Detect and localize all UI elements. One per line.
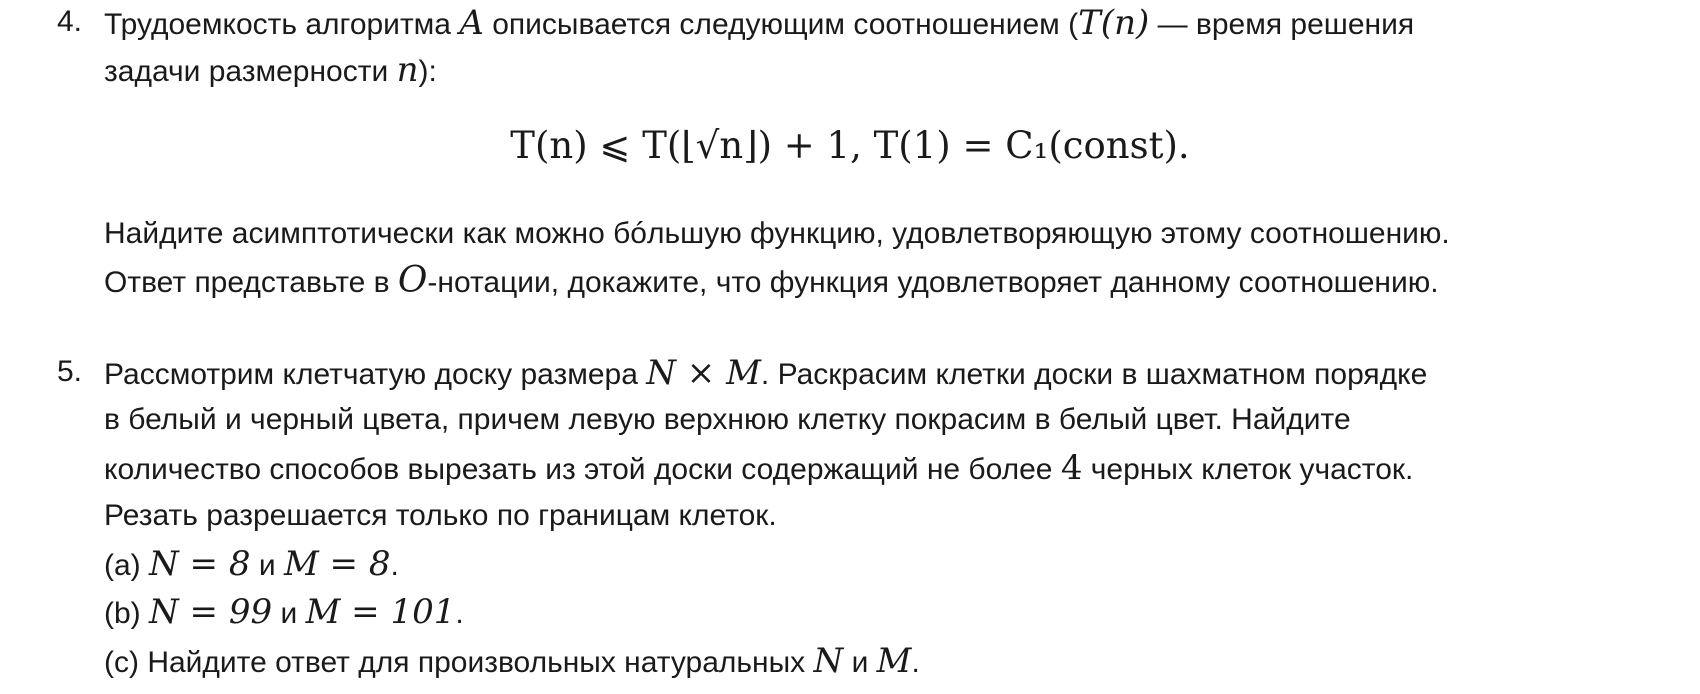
problem-5-line-3: количество способов вырезать из этой доски содержащий не более 4 черных клеток участок. — [104, 448, 1414, 488]
variable-n: n — [396, 50, 419, 90]
problem-4-line-3: Найдите асимптотически как можно бóльшую функцию, удовлетворяющую этому соотношению. — [104, 217, 1450, 250]
problem-5-line-4: Резать разрешается только по границам клеток. — [104, 499, 777, 532]
problem-5-number: 5. — [57, 355, 83, 388]
math-m-eq-8: M = 8 — [283, 544, 391, 584]
item-b: (b) N = 99 и M = 101. — [104, 592, 464, 632]
recurrence-formula: T(n) ⩽ T(⌊√n⌋) + 1, T(1) = C₁(const). — [510, 124, 1190, 167]
math-n-times-m: N × M — [646, 353, 761, 393]
variable-o: O — [397, 260, 428, 301]
problem-4-line-4: Ответ представьте в O-нотации, докажите, что функция удовлетворяет данному соотношению. — [104, 260, 1439, 301]
math-n: N — [813, 641, 844, 681]
item-c: (c) Найдите ответ для произвольных натуральных N и M. — [104, 641, 920, 681]
problem-4-line-1: Трудоемкость алгоритма A описывается следующим соотношением (T(n) — время решения — [104, 3, 1415, 43]
problem-5-line-1: Рассмотрим клетчатую доску размера N × M. Раскрасим клетки доски в шахматном порядке — [104, 353, 1428, 393]
math-m: M — [876, 641, 912, 681]
problem-4-line-2: задачи размерности n): — [104, 50, 437, 90]
problem-5-line-2: в белый и черный цвета, причем левую верхнюю клетку покрасим в белый цвет. Найдите — [104, 403, 1351, 436]
math-m-eq-101: M = 101 — [305, 592, 456, 632]
math-n-eq-8: N = 8 — [149, 544, 251, 584]
problem-4-number: 4. — [57, 5, 83, 38]
number-four: 4 — [1060, 448, 1083, 488]
item-a: (a) N = 8 и M = 8. — [104, 544, 399, 584]
math-n-eq-99: N = 99 — [149, 592, 273, 632]
math-tn: T(n) — [1078, 3, 1150, 43]
variable-a: A — [459, 3, 484, 43]
